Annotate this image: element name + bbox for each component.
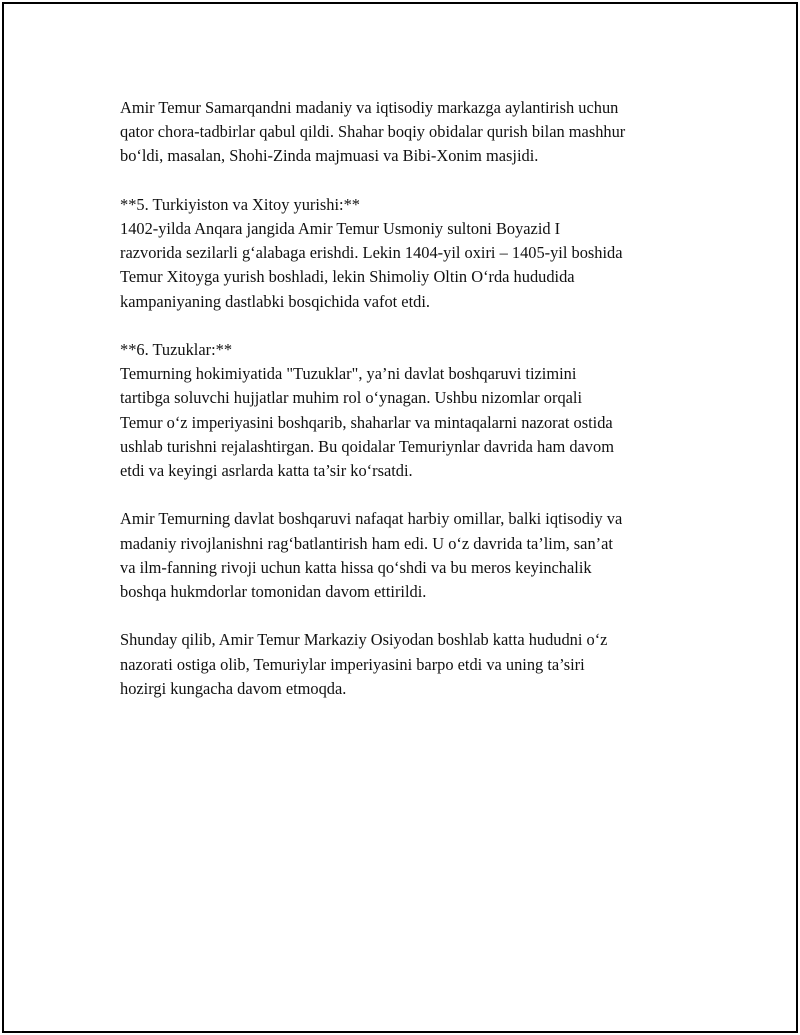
- section-5-heading: **5. Turkiyiston va Xitoy yurishi:**: [120, 194, 360, 214]
- document-page: [2, 2, 798, 1033]
- section-6-body: Temurning hokimiyatida "Tuzuklar", ya’ni davlat boshqaruvi tizimini tartibga soluvchi hujjatlar muhim rol o‘ynagan. Ushbu nizomlar orqali Temur o‘z imperiyasini boshqarib, shaharlar va mintaqalarni nazorat ostida ushlab turishni rejalashtirgan. Bu qoidalar Temuriynlar davrida ham davom etdi va keyingi asrlarda katta ta’sir ko‘rsatdi.: [120, 364, 614, 481]
- section-6-heading: **6. Tuzuklar:**: [120, 340, 233, 359]
- governance-paragraph: Amir Temurning davlat boshqaruvi nafaqat harbiy omillar, balki iqtisodiy va madaniy rivojlanishni rag‘batlantirish ham edi. U o‘z davrida ta’lim, san’at va ilm-fanning rivoji uchun katta hissa qo‘shdi va bu meros keyinchalik boshqa hukmdorlar tomonidan davom ettirildi.: [120, 509, 623, 602]
- conclusion-paragraph: Shunday qilib, Amir Temur Markaziy Osiyodan boshlab katta hududni o‘z nazorati ostiga olib, Temuriylar imperiyasini barpo etdi va uning ta’siri hozirgi kungacha davom etmoqda.: [120, 630, 608, 698]
- section-5-body: 1402-yilda Anqara jangida Amir Temur Usmoniy sultoni Boyazid I razvorida sezilarli g‘alabaga erishdi. Lekin 1404-yil oxiri – 1405-yil boshida Temur Xitoyga yurish boshladi, lekin Shimoliy Oltin O‘rda hududida kampaniyaning dastlabki bosqichida vafot etdi.: [120, 219, 623, 311]
- document-body: [120, 96, 710, 725]
- section-6: [120, 338, 710, 483]
- intro-paragraph: Amir Temur Samarqandni madaniy va iqtisodiy markazga aylantirish uchun qator chora-tadbirlar qabul qildi. Shahar boqiy obidalar qurish bilan mashhur bo‘ldi, masalan, Shohi-Zinda majmuasi va Bibi-Xonim masjidi.: [120, 98, 626, 166]
- section-5: [120, 193, 710, 314]
